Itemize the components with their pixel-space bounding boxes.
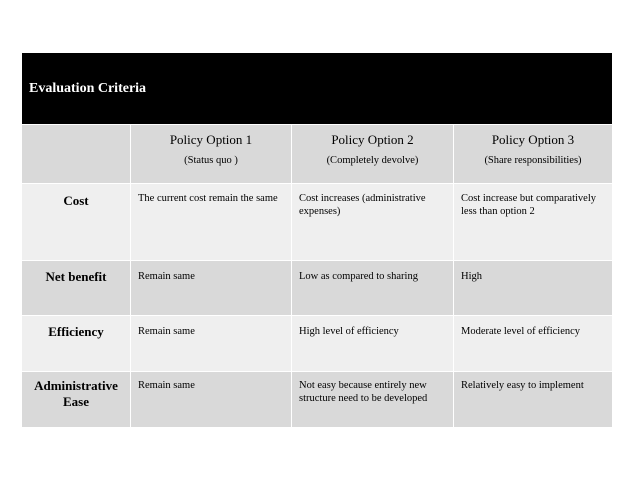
header-row — [22, 124, 612, 183]
table-cell: Not easy because entirely new structure need to be developed — [291, 372, 453, 427]
row-label: Administrative Ease — [34, 378, 118, 409]
table-cell: Low as compared to sharing — [291, 261, 453, 315]
option-subtitle: (Completely devolve) — [326, 155, 419, 166]
table-cell: Remain same — [130, 316, 291, 371]
table-row-administrative-ease — [22, 371, 612, 427]
row-label: Cost — [63, 193, 89, 208]
table-cell: Remain same — [130, 261, 291, 315]
table-cell: Cost increase but comparatively less than option 2 — [453, 184, 612, 260]
table-cell: High — [453, 261, 612, 315]
table-cell: The current cost remain the same — [130, 184, 291, 260]
option-name: Policy Option 2 — [331, 132, 414, 147]
header-option-1 — [130, 125, 291, 183]
table-cell: Relatively easy to implement — [453, 372, 612, 427]
header-corner-cell — [22, 125, 130, 183]
evaluation-table — [22, 53, 612, 427]
option-name: Policy Option 3 — [491, 132, 575, 147]
table-row-cost — [22, 183, 612, 260]
table-cell: Remain same — [130, 372, 291, 427]
table-cell: Cost increases (administrative expenses) — [291, 184, 453, 260]
row-label: Net benefit — [45, 269, 107, 284]
table-cell: High level of efficiency — [291, 316, 453, 371]
option-subtitle: (Share responsibilities) — [484, 155, 582, 166]
row-label: Efficiency — [48, 324, 104, 339]
header-option-3 — [453, 125, 612, 183]
table-row-net-benefit — [22, 260, 612, 315]
table-row-efficiency — [22, 315, 612, 371]
header-option-2 — [291, 125, 453, 183]
table-title: Evaluation Criteria — [22, 53, 612, 124]
option-subtitle: (Status quo ) — [184, 155, 238, 166]
table-cell: Moderate level of efficiency — [453, 316, 612, 371]
option-name: Policy Option 1 — [169, 132, 253, 147]
